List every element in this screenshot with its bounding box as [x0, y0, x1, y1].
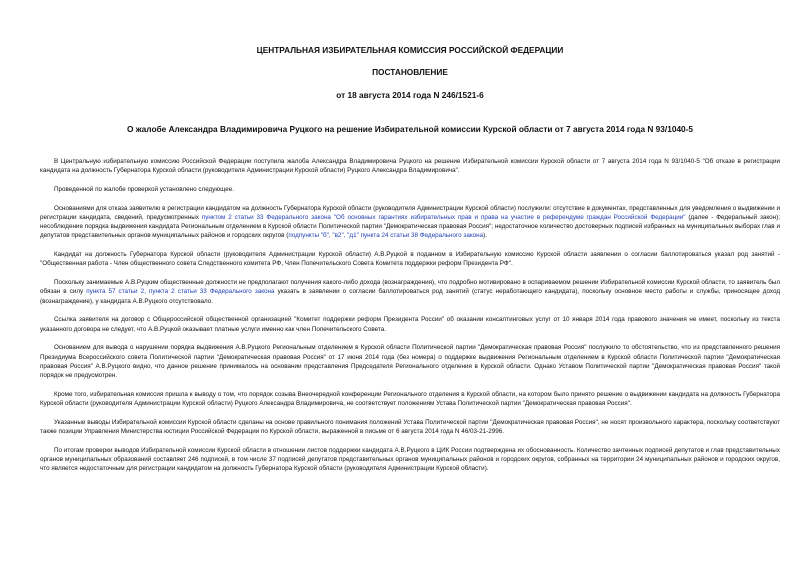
- paragraph-nomination-violation: Основанием для вывода о нарушении порядка выдвижения А.В.Руцкого Региональным отделением в Курской области Политической партии "Демократическая правовая Россия" послужило то обстоятельство, что из представленного решения Президиума Всероссийского совета Политической партии "Демократическая правовая Россия" от 17 июня 2014 года (без номера) о поддержке выдвижения Региональным отделением в Курской области Политической партии "Демократическая правовая Россия" А.В.Руцкого видно, что данное решение принималось на основании представления Председателя Регионального отделения в Курской области. Однако Уставом Политической партии "Демократическая правовая Россия" такой порядок не предусмотрен.: [40, 344, 780, 380]
- paragraph-signatures: По итогам проверки выводов Избирательной комиссии Курской области в отношении листов поддержки кандидата А.В.Руцкого в ЦИК России подтверждена их обоснованность. Количество зачтенных подписей депутатов и глав представительных органов муниципальных образований составляет 246 подписей, в том числе 37 подписей депутатов представительных органов муниципальных районов и городских округов, собранных на территории 24 муниципальных районов и городских округов, что является недостаточным для регистрации кандидатом на должность Губернатора Курской области (руководителя Администрации Курской области).: [40, 446, 780, 473]
- document-type: ПОСТАНОВЛЕНИЕ: [372, 67, 448, 77]
- paragraph-occupation: Кандидат на должность Губернатора Курской области (руководителя Администрации Курской области) А.В.Руцкой в поданном в Избирательную комиссию Курской области заявлении о согласии баллотироваться указал род занятий - "Общественная работа - Член общественного совета Следственного комитета РФ, Член Попечительского Совета Комитета поддержки реформ Президента РФ".: [40, 251, 780, 268]
- paragraph-positions: [40, 278, 780, 306]
- paragraph-refusal-grounds: [40, 204, 780, 241]
- law-link-article-33[interactable]: пунктом 2 статьи 33 Федерального закона "Об основных гарантиях избирательных прав и права на участие в референдуме граждан Российской Федерации": [201, 214, 686, 221]
- document-subject: О жалобе Александра Владимировича Руцкого на решение Избирательной комиссии Курской области от 7 августа 2014 года N 93/1040-5: [126, 124, 694, 134]
- paragraph-conclusions: Указанные выводы Избирательной комиссии Курской области сделаны на основе правильного понимания положений Устава Политической партии "Демократическая правовая Россия", не носят произвольного характера, поскольку соответствуют также позиции Управления Министерства юстиции Российской Федерации по Курской области, выраженной в письме от 6 августа 2014 года N 46/03-21-2996.: [40, 418, 780, 436]
- paragraph-conference: Кроме того, избирательная комиссия пришла к выводу о том, что порядок созыва Внеочередной конференции Регионального отделения в Курской области, на котором было принято решение о выдвижении кандидата на должность Губернатора Курской области (руководителя Администрации Курской области) Руцкого Александра Владимировича, не соответствует положениям Устава Политической партии "Демократическая правовая Россия".: [40, 390, 780, 408]
- document-date-number: от 18 августа 2014 года N 246/1521-6: [336, 90, 484, 100]
- paragraph-text: указать в заявлении о согласии баллотироваться род занятий (статус неработающего кандидата), поскольку основное место работы и службы, приносящее доход (вознаграждение), у кандидата А.В.Руцкого отсутствовало.: [40, 288, 780, 305]
- law-link-article-2-33[interactable]: пункта 57 статьи 2, пункта 2 статьи 33 Федерального закона: [86, 288, 275, 296]
- paragraph-inspection: Проведенной по жалобе проверкой установлено следующее.: [54, 186, 234, 193]
- paragraph-text: Поскольку занимаемые А.В.Руцким общественные должности не предполагают получения какого-либо дохода (вознаграждения), что подробно мотивировано в оспариваемом решении Избирательной комиссии Курской области, то заявитель был обязан в силу: [40, 279, 780, 296]
- law-link-article-38[interactable]: подпункты "б", "в2", "д1" пункта 24 статьи 38 Федерального закона: [288, 232, 484, 240]
- paragraph-text: Основаниями для отказа заявителю в регистрации кандидатом на должность Губернатора Курской области (руководителя Администрации Курской области) послужили: отсутствие в документах, представленных для уведомления о выдвижении и регистрации кандидата, сведений, предусмотренных: [40, 204, 780, 221]
- paragraph-complaint: В Центральную избирательную комиссию Российской Федерации поступила жалоба Александра Владимировича Руцкого на решение Избирательной комиссии Курской области от 7 августа 2014 года N 93/1040-5 "Об отказе в регистрации кандидата на должность Губернатора Курской области (руководителя Администрации Курской области) Руцкого Александра Владимировича".: [40, 158, 780, 175]
- paragraph-contract: Ссылка заявителя на договор с Общероссийской общественной организацией "Комитет поддержки реформ Президента России" об оказании консалтинговых услуг от 10 января 2014 года правового значения не имеет, поскольку из текста указанного договора не следует, что А.В.Руцкой оказывает платные услуги именно как член Попечительского Совета.: [40, 316, 780, 333]
- paragraph-text: (далее - Федеральный закон); несоблюдение порядка выдвижения кандидата Региональным отделением в Курской области Политической партии "Демократическая правовая Россия"; недостаточное количество достоверных подписей избранных на муниципальных выборах глав и депутатов представительных органов муниципальных районов и городских округов (: [40, 214, 780, 240]
- organization-title: ЦЕНТРАЛЬНАЯ ИЗБИРАТЕЛЬНАЯ КОМИССИЯ РОССИЙСКОЙ ФЕДЕРАЦИИ: [256, 45, 564, 55]
- paragraph-text: ).: [483, 232, 487, 240]
